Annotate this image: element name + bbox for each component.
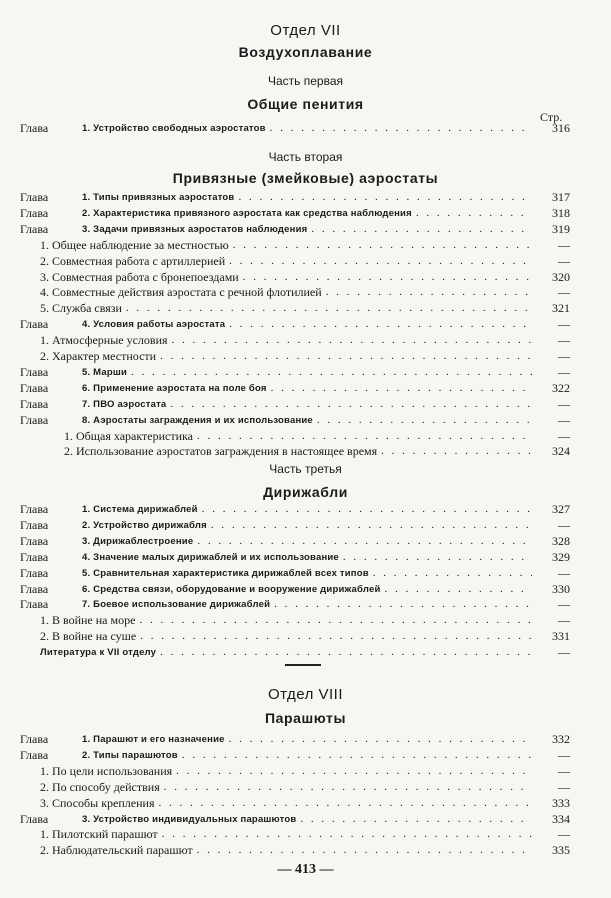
toc-entry <box>20 317 570 332</box>
page-ref: — <box>558 253 570 268</box>
page-ref: 328 <box>552 533 570 548</box>
dot-leader <box>238 190 532 205</box>
page-ref: 317 <box>552 190 570 204</box>
entry-title: 3. Дирижаблестроение <box>82 535 194 547</box>
page-ref: 331 <box>552 629 570 644</box>
dot-leader <box>197 843 532 858</box>
page-ref: — <box>558 317 570 332</box>
entry-title: 5. Сравнительная характеристика дирижаблей всех типов <box>82 567 369 579</box>
chapter-prefix: Глава <box>20 364 49 379</box>
dot-leader <box>229 254 532 269</box>
part-heading: Часть вторая <box>268 150 343 164</box>
page-ref: — <box>558 364 570 379</box>
dot-leader <box>170 397 532 412</box>
chapter-prefix: Глава <box>20 549 49 564</box>
page-ref: 321 <box>552 301 570 316</box>
entry-title: 1. По цели использования <box>40 763 173 778</box>
page-ref: — <box>558 565 570 580</box>
chapter-prefix: Глава <box>20 221 49 236</box>
toc-entry <box>20 285 570 300</box>
chapter-prefix: Глава <box>20 396 49 411</box>
dot-leader <box>164 780 532 795</box>
toc-entry <box>20 748 570 763</box>
toc-entry <box>20 827 570 842</box>
toc-entry <box>20 780 570 795</box>
divider-rule <box>285 664 321 666</box>
toc-entry <box>20 566 570 581</box>
dot-leader <box>131 365 532 380</box>
page-ref: 334 <box>552 811 570 826</box>
page-ref: — <box>558 349 570 363</box>
chapter-prefix: Глава <box>20 121 49 135</box>
dot-leader <box>140 629 532 644</box>
part-heading: Часть третья <box>269 462 342 476</box>
page-ref: — <box>558 396 570 411</box>
page-ref: — <box>558 412 570 427</box>
division-heading: Отдел VIII <box>267 686 344 703</box>
dot-leader <box>158 796 532 811</box>
entry-title: 8. Аэростаты заграждения и их использование <box>82 414 313 426</box>
dot-leader <box>211 518 532 533</box>
toc-entry <box>20 613 570 628</box>
page-ref: 329 <box>552 549 570 564</box>
page-ref: — <box>558 597 570 612</box>
entry-title: 2. Характер местности <box>40 349 157 363</box>
toc-entry <box>20 732 570 747</box>
toc-entry <box>20 597 570 612</box>
entry-title: 2. Наблюдательский парашют <box>40 843 193 858</box>
dot-leader <box>162 827 532 842</box>
dot-leader <box>317 413 532 428</box>
entry-title: 6. Средства связи, оборудование и вооружение дирижаблей <box>82 583 381 595</box>
entry-title: 2. По способу действия <box>40 779 160 794</box>
entry-title: 2. Типы парашютов <box>82 749 178 761</box>
entry-title: 1. Общая характеристика <box>64 428 193 443</box>
toc-entry <box>20 254 570 269</box>
toc-entry <box>20 301 570 316</box>
entry-title: 7. ПВО аэростата <box>82 398 167 410</box>
page-ref: 324 <box>552 444 570 459</box>
entry-title: 4. Совместные действия аэростата с речной флотилией <box>40 285 322 300</box>
page-ref: 316 <box>552 121 570 135</box>
section-title: Воздухоплавание <box>238 44 373 60</box>
page-column-label: Стр. <box>540 110 563 124</box>
chapter-prefix: Глава <box>20 732 49 746</box>
dot-leader <box>160 645 532 660</box>
toc-entry <box>20 843 570 858</box>
page-ref: 330 <box>552 581 570 596</box>
entry-title: 5. Служба связи <box>40 301 122 316</box>
toc-entry <box>20 397 570 412</box>
page-ref: 322 <box>552 380 570 395</box>
toc-entry <box>20 812 570 827</box>
page-ref: — <box>558 428 570 443</box>
dot-leader <box>373 566 532 581</box>
toc-entry <box>20 270 570 285</box>
entry-title: 2. Совместная работа с артиллерией <box>40 253 226 268</box>
chapter-prefix: Глава <box>20 502 49 516</box>
dot-leader <box>202 502 532 517</box>
part-title: Привязные (змейковые) аэростаты <box>172 170 439 186</box>
page-ref: — <box>558 763 570 778</box>
entry-title: Литература к VII отделу <box>40 647 157 659</box>
entry-title: 6. Применение аэростата на поле боя <box>82 382 267 394</box>
page-ref: — <box>558 237 570 252</box>
dot-leader <box>139 613 532 628</box>
entry-title: 3. Способы крепления <box>40 795 155 810</box>
toc-entry <box>20 238 570 253</box>
entry-title: 3. Устройство индивидуальных парашютов <box>82 813 297 825</box>
page-number: — 413 — <box>277 862 334 877</box>
page-ref: 319 <box>552 221 570 236</box>
dot-leader <box>126 301 532 316</box>
toc-entry <box>20 349 570 364</box>
dot-leader <box>229 317 532 332</box>
entry-title: 1. В войне на море <box>40 613 136 628</box>
page-ref: 327 <box>552 502 570 516</box>
entry-title: 4. Условия работы аэростата <box>82 319 226 331</box>
toc-entry <box>20 365 570 380</box>
chapter-prefix: Глава <box>20 811 49 826</box>
entry-title: 1. Устройство свободных аэростатов <box>82 123 266 134</box>
chapter-prefix: Глава <box>20 205 49 220</box>
part-title: Общие пенития <box>247 96 364 112</box>
page-ref: — <box>558 747 570 762</box>
chapter-prefix: Глава <box>20 517 49 532</box>
dot-leader <box>197 429 532 444</box>
page-ref: — <box>558 285 570 300</box>
toc-entry <box>20 645 570 660</box>
section-title: Парашюты <box>264 710 347 726</box>
toc-entry <box>20 502 570 517</box>
dot-leader <box>311 222 532 237</box>
dot-leader <box>300 812 532 827</box>
page-ref: 332 <box>552 732 570 746</box>
chapter-prefix: Глава <box>20 412 49 427</box>
page-ref: — <box>558 517 570 532</box>
toc-entry <box>20 582 570 597</box>
toc-entry <box>20 429 570 444</box>
toc-entry <box>20 764 570 779</box>
toc-entry <box>20 796 570 811</box>
entry-title: 1. Общее наблюдение за местностью <box>40 237 229 252</box>
chapter-prefix: Глава <box>20 565 49 580</box>
dot-leader <box>271 381 532 396</box>
entry-title: 2. Устройство дирижабля <box>82 519 207 531</box>
chapter-prefix: Глава <box>20 747 49 762</box>
dot-leader <box>233 238 532 253</box>
dot-leader <box>326 285 532 300</box>
dot-leader <box>176 764 532 779</box>
dot-leader <box>229 732 532 747</box>
page-ref: — <box>558 779 570 794</box>
chapter-prefix: Глава <box>20 317 49 332</box>
page-ref: 320 <box>552 269 570 284</box>
toc-entry <box>20 550 570 565</box>
dot-leader <box>270 121 532 136</box>
chapter-prefix: Глава <box>20 581 49 596</box>
toc-entry <box>20 444 570 459</box>
toc-entry <box>20 381 570 396</box>
dot-leader <box>243 270 532 285</box>
page-ref: — <box>558 645 570 660</box>
division-heading: Отдел VII <box>270 22 341 39</box>
chapter-prefix: Глава <box>20 597 49 612</box>
entry-title: 1. Пилотский парашют <box>40 827 158 842</box>
entry-title: 2. Использование аэростатов заграждения в настоящее время <box>64 444 378 459</box>
page-ref: — <box>558 827 570 842</box>
chapter-prefix: Глава <box>20 190 49 204</box>
toc-entry <box>20 413 570 428</box>
toc-entry <box>20 121 570 136</box>
toc-entry <box>20 518 570 533</box>
entry-title: 1. Типы привязных аэростатов <box>82 192 235 203</box>
entry-title: 2. Характеристика привязного аэростата как средства наблюдения <box>82 207 412 219</box>
dot-leader <box>343 550 532 565</box>
dot-leader <box>197 534 532 549</box>
dot-leader <box>381 444 532 459</box>
toc-entry <box>20 333 570 348</box>
entry-title: 1. Парашют и его назначение <box>82 734 225 745</box>
dot-leader <box>385 582 533 597</box>
part-title: Дирижабли <box>263 484 348 500</box>
part-heading: Часть первая <box>267 74 343 88</box>
entry-title: 5. Марши <box>82 366 128 378</box>
dot-leader <box>172 333 532 348</box>
entry-title: 1. Система дирижаблей <box>82 504 198 515</box>
page-ref: 335 <box>552 843 570 858</box>
entry-title: 1. Атмосферные условия <box>40 333 168 348</box>
dot-leader <box>160 349 532 364</box>
entry-title: 3. Совместная работа с бронепоездами <box>40 269 239 284</box>
toc-entry <box>20 222 570 237</box>
dot-leader <box>274 597 532 612</box>
entry-title: 3. Задачи привязных аэростатов наблюдения <box>82 223 308 235</box>
toc-entry <box>20 190 570 205</box>
entry-title: 7. Боевое использование дирижаблей <box>82 599 271 611</box>
page-ref: — <box>558 333 570 348</box>
dot-leader <box>182 748 532 763</box>
chapter-prefix: Глава <box>20 533 49 548</box>
toc-entry <box>20 629 570 644</box>
entry-title: 2. В войне на суше <box>40 629 137 644</box>
toc-entry <box>20 206 570 221</box>
page-ref: 318 <box>552 205 570 220</box>
entry-title: 4. Значение малых дирижаблей и их использование <box>82 551 339 563</box>
dot-leader <box>416 206 532 221</box>
chapter-prefix: Глава <box>20 380 49 395</box>
page-ref: — <box>558 613 570 628</box>
toc-entry <box>20 534 570 549</box>
page-ref: 333 <box>552 795 570 810</box>
